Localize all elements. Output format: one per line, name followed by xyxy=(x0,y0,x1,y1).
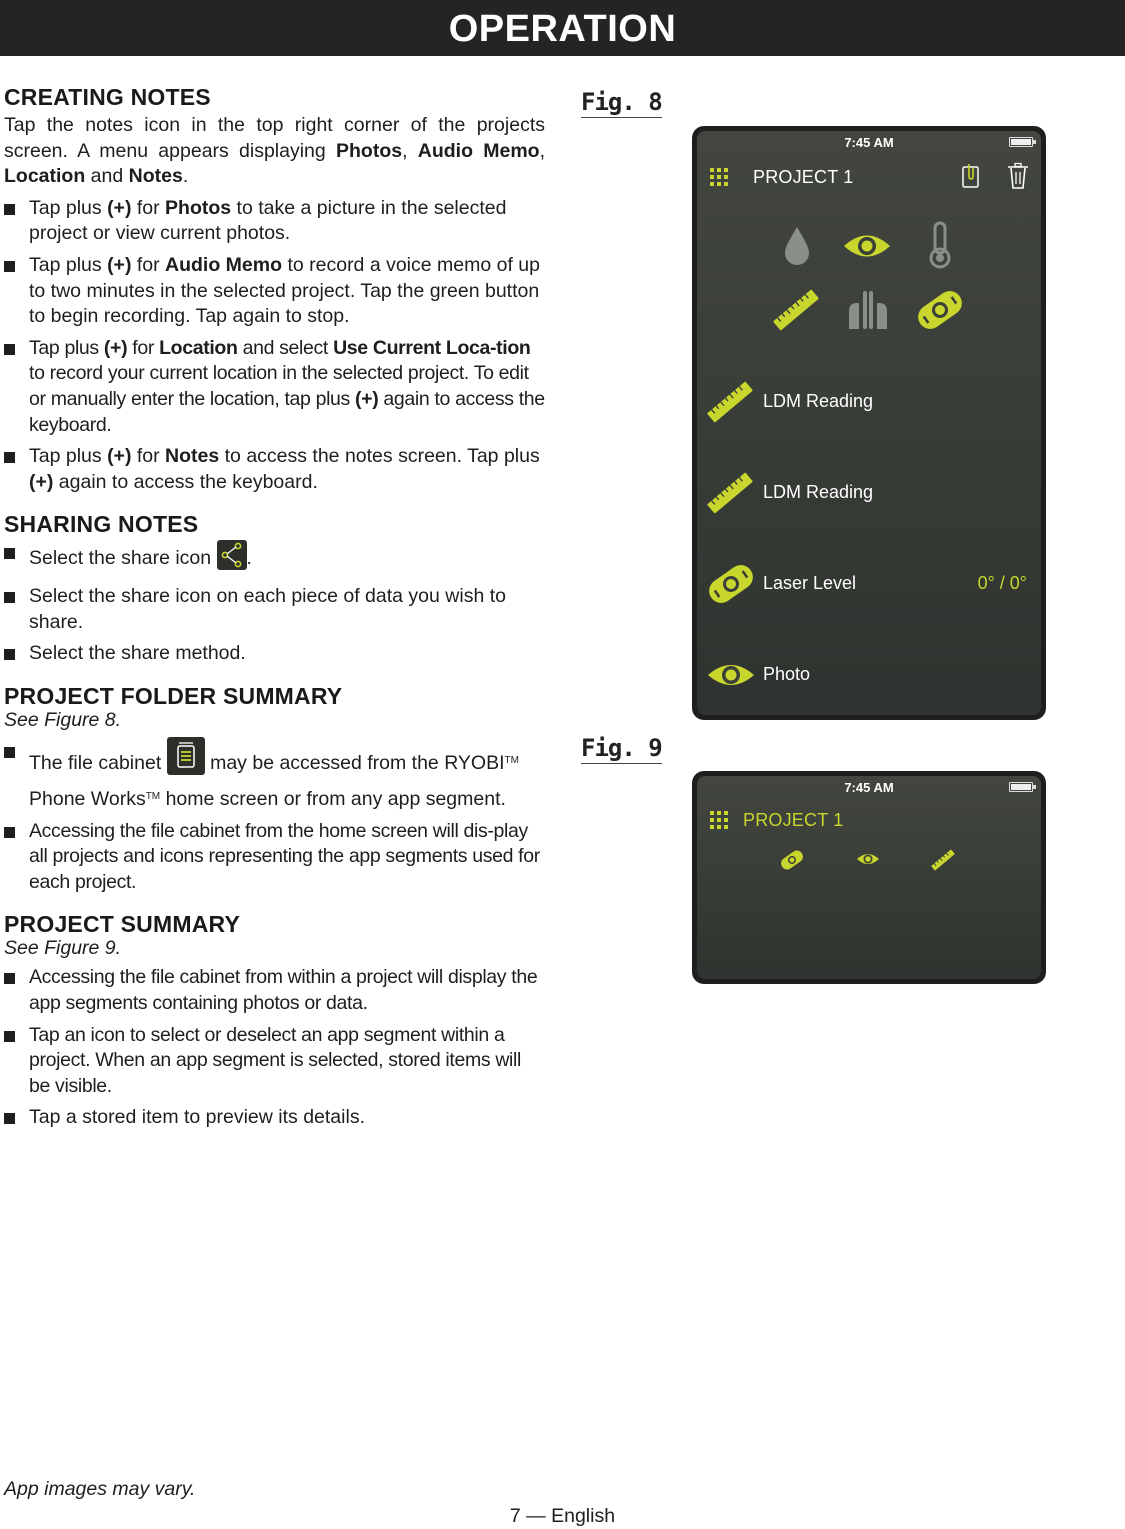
tape-measure-icon[interactable] xyxy=(930,848,956,872)
thermometer-icon[interactable] xyxy=(927,221,953,269)
share-icon xyxy=(217,540,247,578)
stored-item-row[interactable] xyxy=(707,374,1027,434)
camera-eye-icon[interactable] xyxy=(841,231,893,261)
list-item: Select the share icon on each piece of data you wish to share. xyxy=(4,584,545,635)
battery-icon xyxy=(1009,782,1033,792)
sharing-notes-heading: SHARING NOTES xyxy=(4,511,199,538)
project-title: PROJECT 1 xyxy=(743,810,844,830)
list-item: Select the share method. xyxy=(4,641,545,667)
see-figure-8: See Figure 8. xyxy=(4,708,122,731)
row-label: LDM Reading xyxy=(763,391,874,411)
project-title: PROJECT 1 xyxy=(753,167,854,187)
battery-icon xyxy=(1009,137,1033,147)
row-label: LDM Reading xyxy=(763,482,874,502)
section-banner: OPERATION xyxy=(0,0,1125,56)
list-item: Accessing the file cabinet from the home screen will dis-play all projects and icons representing the app segments used for each project. xyxy=(4,819,545,896)
creating-notes-list xyxy=(4,196,545,496)
row-label: Laser Level xyxy=(763,573,857,593)
project-summary-heading: PROJECT SUMMARY xyxy=(4,911,240,938)
fig9-phone xyxy=(692,771,1046,984)
list-item: Tap plus (+) for Location and select Use Current Loca-tion to record your current location in the selected project. To edit or manually enter the location, tap plus (+) again to access the keyboard. xyxy=(4,336,545,438)
laser-level-icon[interactable] xyxy=(779,848,805,872)
tape-measure-icon xyxy=(707,465,753,521)
list-item: Select the share icon . xyxy=(4,540,545,578)
row-label: Photo xyxy=(763,664,811,684)
file-cabinet-icon xyxy=(167,737,205,783)
project-folder-list xyxy=(4,737,545,896)
stored-item-row[interactable] xyxy=(707,647,1027,707)
laser-level-value: 0° / 0° xyxy=(977,573,1027,593)
laser-level-icon xyxy=(707,556,755,612)
project-summary-list xyxy=(4,965,545,1131)
page-number: 7 — English xyxy=(509,1505,616,1527)
camera-eye-icon xyxy=(707,647,755,703)
tape-measure-icon[interactable] xyxy=(771,286,821,334)
list-item: Tap plus (+) for Photos to take a picture in the selected project or view current photos. xyxy=(4,196,545,247)
footer-note: App images may vary. xyxy=(4,1478,196,1500)
list-item: Tap an icon to select or deselect an app segment within a project. When an app segment is selected, stored items will be visible. xyxy=(4,1023,545,1100)
list-item: Tap plus (+) for Audio Memo to record a voice memo of up to two minutes in the selected project. Tap the green button to begin recording. Tap again to stop. xyxy=(4,253,545,330)
creating-notes-intro: Tap the notes icon in the top right corner of the projects screen. A menu appears displaying Photos, Audio Memo, Location and Notes. xyxy=(4,114,546,188)
notes-icon[interactable] xyxy=(959,162,983,190)
grid-menu-icon[interactable] xyxy=(709,167,729,187)
list-item: Tap a stored item to preview its details. xyxy=(4,1105,545,1131)
status-time: 7:45 AM xyxy=(844,780,894,795)
tape-measure-icon xyxy=(707,374,753,430)
camera-eye-icon[interactable] xyxy=(856,851,880,867)
stored-item-row[interactable] xyxy=(707,465,1027,525)
text-column xyxy=(4,84,545,1131)
creating-notes-heading: CREATING NOTES xyxy=(4,84,211,110)
see-figure-9: See Figure 9. xyxy=(4,937,122,960)
audio-segment-icon[interactable] xyxy=(845,289,891,331)
fig9-label: Fig. 9 xyxy=(581,734,662,762)
status-time: 7:45 AM xyxy=(844,135,894,150)
trash-icon[interactable] xyxy=(1006,162,1030,190)
stored-item-row[interactable] xyxy=(707,556,1027,616)
fig9-screen xyxy=(697,776,1041,979)
project-folder-heading: PROJECT FOLDER SUMMARY xyxy=(4,682,343,709)
fig8-phone xyxy=(692,126,1046,720)
sharing-notes-list xyxy=(4,540,545,666)
list-item: Tap plus (+) for Notes to access the notes screen. Tap plus (+) again to access the keyboard. xyxy=(4,444,545,495)
moisture-drop-icon[interactable] xyxy=(782,225,812,267)
grid-menu-icon[interactable] xyxy=(709,810,729,830)
fig8-screen xyxy=(697,131,1041,715)
fig8-label: Fig. 8 xyxy=(581,88,662,116)
list-item: The file cabinet may be accessed from the RYOBI™ Phone Works™ home screen or from any app segment. xyxy=(4,737,545,813)
laser-level-icon[interactable] xyxy=(915,286,965,334)
list-item: Accessing the file cabinet from within a project will display the app segments containing photos or data. xyxy=(4,965,545,1016)
